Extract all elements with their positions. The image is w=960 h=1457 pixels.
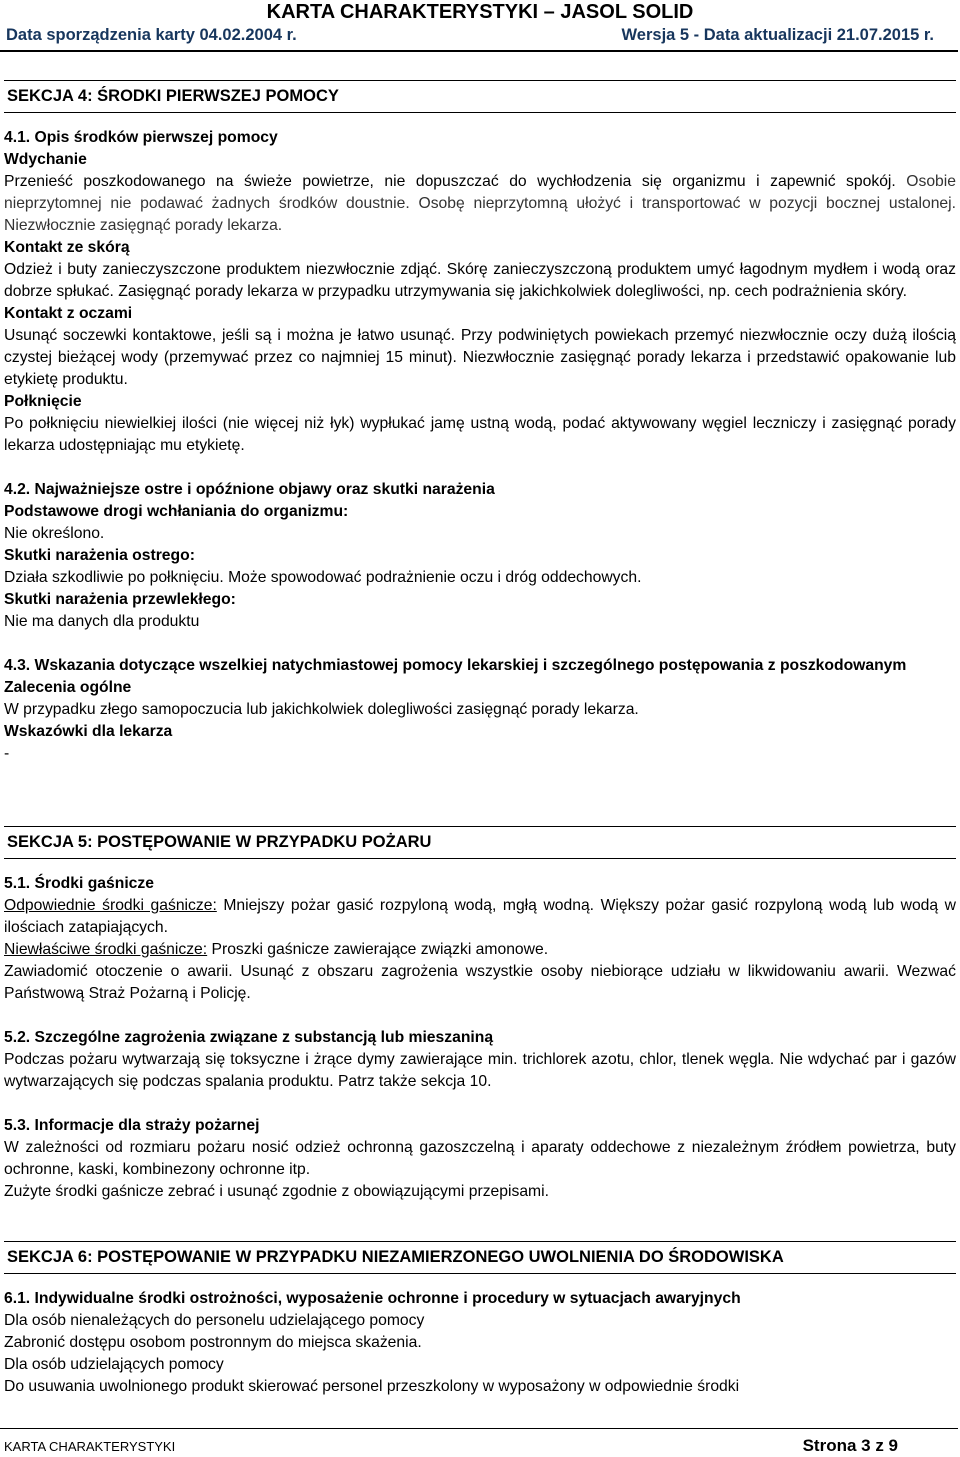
section-5-heading: SEKCJA 5: POSTĘPOWANIE W PRZYPADKU POŻARU	[4, 826, 956, 859]
document-title: KARTA CHARAKTERYSTYKI – JASOL SOLID	[266, 1, 694, 23]
exposure-routes-text: Nie określono.	[4, 525, 105, 542]
eye-contact-heading: Kontakt z oczami	[4, 305, 133, 322]
subsection-5-1-title: 5.1. Środki gaśnicze	[4, 875, 154, 892]
version-date: Wersja 5 - Data aktualizacji 21.07.2015 r.	[621, 26, 934, 44]
unsuitable-media-text: Niewłaściwe środki gaśnicze: Proszki gaśnicze zawierające związki amonowe.	[4, 941, 549, 958]
section-6	[4, 1241, 956, 1398]
section-6-heading: SEKCJA 6: POSTĘPOWANIE W PRZYPADKU NIEZAMIERZONEGO UWOLNIENIA DO ŚRODOWISKA	[4, 1241, 956, 1274]
subsection-6-1-title: 6.1. Indywidualne środki ostrożności, wyposażenie ochronne i procedury w sytuacjach awaryjnych	[4, 1290, 741, 1307]
non-emergency-heading: Dla osób nienależących do personelu udzielającego pomocy	[4, 1312, 425, 1329]
skin-contact-text: Odzież i buty zanieczyszczone produktem niezwłocznie zdjąć. Skórę zanieczyszczoną produktem umyć łagodnym mydłem i wodą oraz dobrze spłukać. Zasięgnąć porady lekarza w przypadku utrzymywania się jakichkolwiek dolegliwości, np. cech podrażnienia skóry.	[4, 261, 956, 300]
creation-date: Data sporządzenia karty 04.02.2004 r.	[6, 26, 297, 44]
general-advice-heading: Zalecenia ogólne	[4, 679, 132, 696]
emergency-responders-heading: Dla osób udzielających pomocy	[4, 1356, 224, 1373]
subsection-4-1-title: 4.1. Opis środków pierwszej pomocy	[4, 129, 278, 146]
emergency-responders-text: Do usuwania uwolnionego produkt skierować personel przeszkolony w wyposażony w odpowiednie środki	[4, 1378, 740, 1395]
section-5	[4, 826, 956, 1203]
general-advice-text: W przypadku złego samopoczucia lub jakichkolwiek dolegliwości zasięgnąć porady lekarza.	[4, 701, 639, 718]
inhalation-heading: Wdychanie	[4, 151, 87, 168]
non-emergency-text: Zabronić dostępu osobom postronnym do miejsca skażenia.	[4, 1334, 422, 1351]
extinguisher-disposal-text: Zużyte środki gaśnicze zebrać i usunąć zgodnie z obowiązującymi przepisami.	[4, 1183, 549, 1200]
eye-contact-text: Usunąć soczewki kontaktowe, jeśli są i można je łatwo usunąć. Przy podwiniętych powiekach przemyć niezwłocznie oczy dużą ilością czystej bieżącej wody (przemywać przez co najmniej 15 minut). Niezwłocznie zasięgnąć porady lekarza i przedstawić opakowanie lub etykietę produktu.	[4, 327, 956, 388]
chronic-effects-heading: Skutki narażenia przewlekłego:	[4, 591, 236, 608]
subsection-5-3-title: 5.3. Informacje dla straży pożarnej	[4, 1117, 260, 1134]
firefighter-advice-text: W zależności od rozmiaru pożaru nosić odzież ochronną gazoszczelną i aparaty oddechowe z niezależnym źródłem powietrza, buty ochronne, kaski, kombinezony ochronne itp.	[4, 1139, 956, 1178]
subsection-5-2-title: 5.2. Szczególne zagrożenia związane z substancją lub mieszaniną	[4, 1029, 494, 1046]
skin-contact-heading: Kontakt ze skórą	[4, 239, 130, 256]
doctor-notes-text: -	[4, 745, 10, 762]
doctor-notes-heading: Wskazówki dla lekarza	[4, 723, 173, 740]
subsection-4-2-title: 4.2. Najważniejsze ostre i opóźnione objawy oraz skutki narażenia	[4, 481, 495, 498]
document-meta	[6, 24, 934, 46]
page-number: Strona 3 z 9	[802, 1436, 898, 1455]
special-hazards-text: Podczas pożaru wytwarzają się toksyczne i żrące dymy zawierające min. trichlorek azotu, chlor, tlenek węgla. Nie wdychać par i gazów wytwarzających się podczas spalania produktu. Patrz także sekcja 10.	[4, 1051, 956, 1090]
inhalation-text: Przenieść poszkodowanego na świeże powietrze, nie dopuszczać do wychłodzenia się organizmu i zapewnić spokój. Osobie nieprzytomnej nie podawać żadnych środków doustnie. Osobę nieprzytomną ułożyć i transportować w pozycji bocznej ustalonej. Niezwłocznie zasięgnąć porady lekarza.	[4, 173, 956, 234]
suitable-media-text: Odpowiednie środki gaśnicze: Mniejszy pożar gasić rozpyloną wodą, mgłą wodną. Większy pożar gasić rozpyloną wodą lub wodą w ilościach zatapiających.	[4, 897, 956, 936]
chronic-effects-text: Nie ma danych dla produktu	[4, 613, 200, 630]
fire-alarm-text: Zawiadomić otoczenie o awarii. Usunąć z obszaru zagrożenia wszystkie osoby niebiorące udziału w likwidowaniu awarii. Wezwać Państwową Straż Pożarną i Policję.	[4, 963, 956, 1002]
ingestion-text: Po połknięciu niewielkiej ilości (nie więcej niż łyk) wypłukać jamę ustną wodą, podać aktywowany węgiel leczniczy i zasięgnąć porady lekarza udostępniając mu etykietę.	[4, 415, 956, 454]
page-footer	[0, 1428, 958, 1457]
footer-divider	[0, 1428, 958, 1429]
section-4	[4, 80, 956, 765]
ingestion-heading: Połknięcie	[4, 393, 82, 410]
footer-document-name: KARTA CHARAKTERYSTYKI	[4, 1439, 176, 1454]
section-4-heading: SEKCJA 4: ŚRODKI PIERWSZEJ POMOCY	[4, 80, 956, 113]
header-divider	[0, 50, 958, 52]
exposure-routes-heading: Podstawowe drogi wchłaniania do organizmu:	[4, 503, 349, 520]
acute-effects-heading: Skutki narażenia ostrego:	[4, 547, 195, 564]
subsection-4-3-title: 4.3. Wskazania dotyczące wszelkiej natychmiastowej pomocy lekarskiej i szczególnego postępowania z poszkodowanym	[4, 657, 907, 674]
acute-effects-text: Działa szkodliwie po połknięciu. Może spowodować podrażnienie oczu i dróg oddechowych.	[4, 569, 642, 586]
